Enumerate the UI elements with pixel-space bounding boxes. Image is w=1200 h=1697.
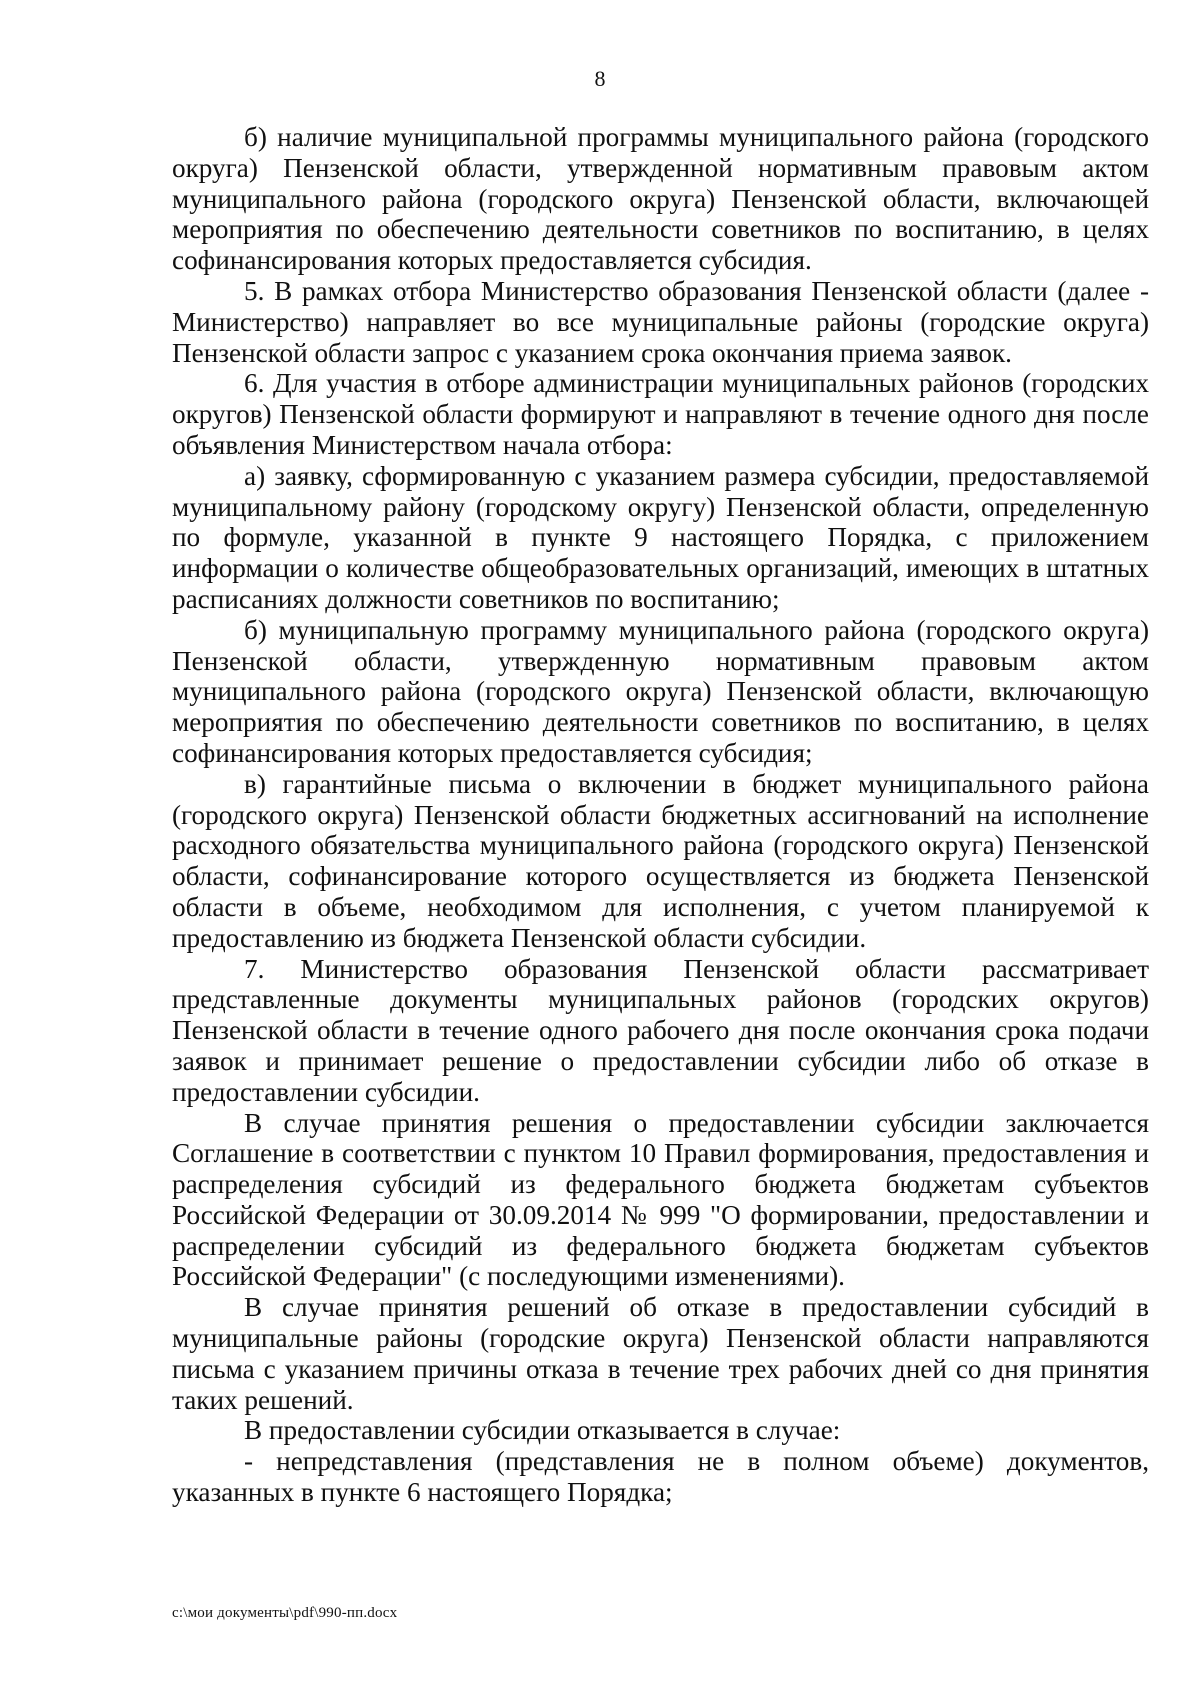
paragraph-7-agreement: В случае принятия решения о предоставлении субсидии заключается Соглашение в соответствии с пунктом 10 Правил формирования, предоставления и распределения субсидий из федерального бюджета бюджетам субъектов Российской Федерации от 30.09.2014 № 999 "О формировании, предоставлении и распределении субсидий из федерального бюджета бюджетам субъектов Российской Федерации" (с последующими изменениями). (172, 1107, 1149, 1292)
paragraph-7: 7. Министерство образования Пензенской области рассматривает представленные документы муниципальных районов (городских округов) Пензенской области в течение одного рабочего дня после окончания срока подачи заявок и принимает решение о предоставлении субсидии либо об отказе в предоставлении субсидии. (172, 953, 1149, 1107)
paragraph-5: 5. В рамках отбора Министерство образования Пензенской области (далее - Министерство) направляет во все муниципальные районы (городские округа) Пензенской области запрос с указанием срока окончания приема заявок. (172, 275, 1149, 368)
document-body (172, 122, 1149, 1508)
page-number: 8 (594, 66, 606, 91)
paragraph-6: 6. Для участия в отборе администрации муниципальных районов (городских округов) Пензенской области формируют и направляют в течение одного дня после объявления Министерством начала отбора: (172, 368, 1149, 460)
paragraph-4b: б) наличие муниципальной программы муниципального района (городского округа) Пензенской области, утвержденной нормативным правовым актом муниципального района (городского округа) Пензенской области, включающей мероприятия по обеспечению деятельности советников по воспитанию, в целях софинансирования которых предоставляется субсидия. (172, 122, 1149, 276)
paragraph-6b: б) муниципальную программу муниципального района (городского округа) Пензенской области, утвержденную нормативным правовым актом муниципального района (городского округа) Пензенской области, включающую мероприятия по обеспечению деятельности советников по воспитанию, в целях софинансирования которых предоставляется субсидия; (172, 614, 1149, 768)
paragraph-7-refusal-item-1: - непредставления (представления не в полном объеме) документов, указанных в пункте 6 настоящего Порядка; (172, 1446, 1149, 1508)
file-path-footer: c:\мои документы\pdf\990-пп.docx (172, 1605, 398, 1621)
paragraph-6v: в) гарантийные письма о включении в бюджет муниципального района (городского округа) Пензенской области бюджетных ассигнований на исполнение расходного обязательства муниципального района (городского округа) Пензенской области, софинансирование которого осуществляется из бюджета Пензенской области в объеме, необходимом для исполнения, с учетом планируемой к предоставлению из бюджета Пензенской области субсидии. (172, 768, 1149, 953)
paragraph-6a: а) заявку, сформированную с указанием размера субсидии, предоставляемой муниципальному району (городскому округу) Пензенской области, определенную по формуле, указанной в пункте 9 настоящего Порядка, с приложением информации о количестве общеобразовательных организаций, имеющих в штатных расписаниях должности советников по воспитанию; (172, 460, 1149, 614)
paragraph-7-refusal-letters: В случае принятия решений об отказе в предоставлении субсидий в муниципальные районы (городские округа) Пензенской области направляются письма с указанием причины отказа в течение трех рабочих дней со дня принятия таких решений. (172, 1292, 1149, 1415)
paragraph-7-refusal-cases: В предоставлении субсидии отказывается в случае: (244, 1415, 841, 1446)
